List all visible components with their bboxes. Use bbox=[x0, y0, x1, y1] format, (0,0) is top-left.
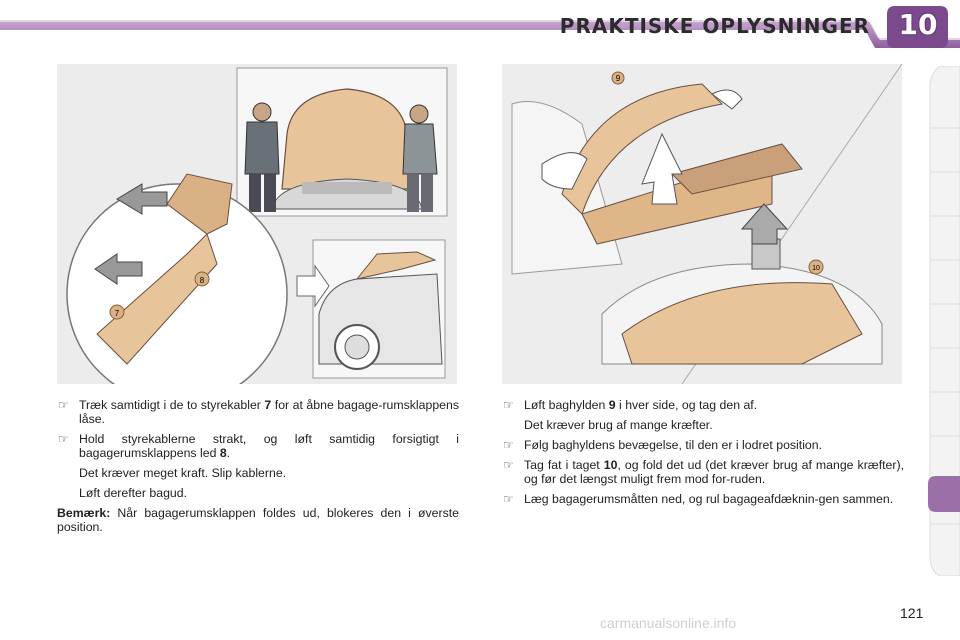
pointing-hand-icon: ☞ bbox=[503, 492, 514, 506]
item-ref-number: 10 bbox=[603, 458, 618, 472]
item-text: Hold styrekablerne strakt, og løft samtidig forsigtigt i bagagerumsklappens led bbox=[79, 432, 459, 460]
pointing-hand-icon: ☞ bbox=[58, 432, 69, 446]
callout-10: 10 bbox=[812, 265, 820, 272]
parcel-shelf-illustration bbox=[502, 64, 902, 384]
page-number: 121 bbox=[900, 605, 924, 621]
pointing-hand-icon: ☞ bbox=[503, 398, 514, 412]
item-text: Træk samtidigt i de to styrekabler bbox=[79, 398, 265, 412]
item-text: for at åbne bagage-rumsklappens låse. bbox=[79, 398, 459, 426]
list-item bbox=[502, 398, 904, 412]
chapter-number: 10 bbox=[898, 8, 938, 41]
pointing-hand-icon: ☞ bbox=[503, 438, 514, 452]
page-title: PRAKTISKE OPLYSNINGER bbox=[559, 14, 870, 38]
note-label: Bemærk: bbox=[57, 506, 111, 520]
trunk-opening-illustration bbox=[57, 64, 457, 384]
callout-7: 7 bbox=[114, 309, 120, 318]
left-text-column bbox=[57, 398, 459, 534]
continuation-text: Løft derefter bagud. bbox=[79, 486, 188, 500]
item-ref-number: 8 bbox=[219, 446, 227, 460]
left-illustration bbox=[57, 64, 457, 384]
list-item bbox=[57, 398, 459, 426]
item-text: . bbox=[226, 446, 231, 460]
note-text: Når bagagerumsklappen foldes ud, blokeres den i øverste position. bbox=[57, 506, 459, 534]
active-chapter-tab bbox=[928, 476, 960, 512]
item-text: Følg baghyldens bevægelse, til den er i lodret position. bbox=[524, 438, 823, 452]
right-text-column bbox=[502, 398, 904, 512]
chapter-tabs bbox=[926, 66, 960, 576]
item-ref-number: 9 bbox=[608, 398, 616, 412]
chapter-tab-strip bbox=[926, 66, 960, 576]
list-item bbox=[502, 492, 904, 506]
note-paragraph bbox=[57, 506, 459, 534]
pointing-hand-icon: ☞ bbox=[58, 398, 69, 412]
item-text: , og fold det ud (det kræver brug af mange kræfter), og før det længst muligt frem mod for-ruden. bbox=[524, 458, 905, 486]
continuation-text: Det kræver meget kraft. Slip kablerne. bbox=[79, 466, 287, 480]
callout-8: 8 bbox=[199, 276, 205, 285]
item-text: Løft baghylden bbox=[524, 398, 609, 412]
right-illustration bbox=[502, 64, 902, 384]
list-item bbox=[502, 438, 904, 452]
watermark: carmanualsonline.info bbox=[600, 615, 737, 631]
list-item bbox=[57, 432, 459, 460]
callout-9: 9 bbox=[615, 74, 621, 83]
header-bar bbox=[0, 0, 960, 50]
item-ref-number: 7 bbox=[264, 398, 272, 412]
pointing-hand-icon: ☞ bbox=[503, 458, 514, 472]
item-text: Læg bagagerumsmåtten ned, og rul bagageafdæknin-gen sammen. bbox=[524, 492, 894, 506]
continuation-text: Det kræver brug af mange kræfter. bbox=[524, 418, 713, 432]
list-item bbox=[502, 458, 904, 486]
item-text: i hver side, og tag den af. bbox=[615, 398, 758, 412]
item-text: Tag fat i taget bbox=[524, 458, 604, 472]
